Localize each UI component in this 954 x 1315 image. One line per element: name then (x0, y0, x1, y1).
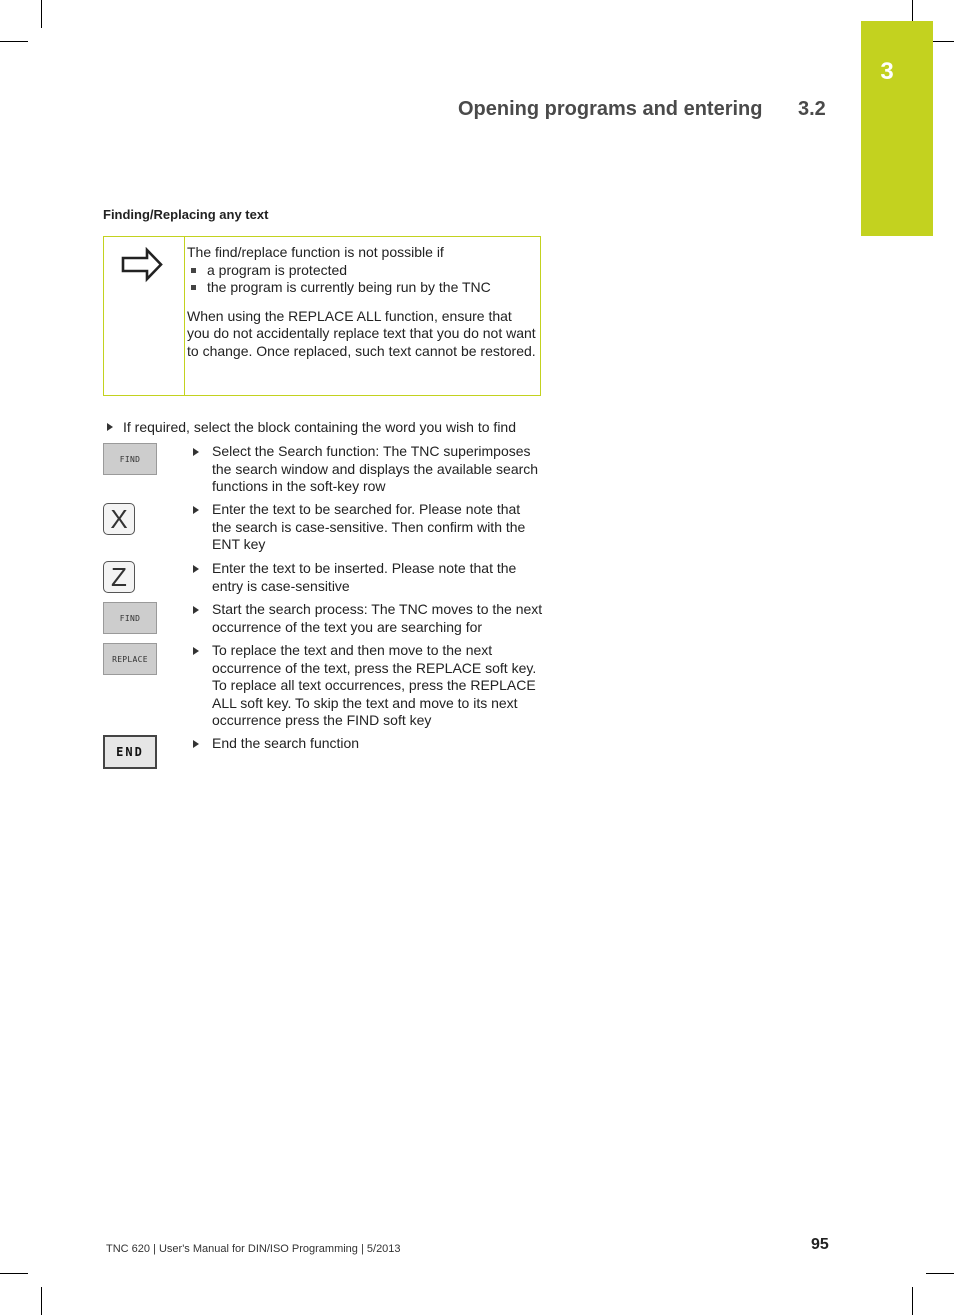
x-key[interactable]: X (103, 503, 135, 535)
find-softkey[interactable]: FIND (103, 602, 157, 634)
crop-mark (912, 1287, 913, 1315)
triangle-bullet-icon (193, 448, 199, 456)
triangle-bullet-icon (193, 565, 199, 573)
note-intro: The find/replace function is not possible if (187, 244, 444, 260)
page-title: Opening programs and entering (458, 98, 763, 120)
end-key[interactable]: END (103, 735, 157, 769)
step-text (193, 560, 543, 595)
note-content (187, 244, 537, 360)
step-text (193, 735, 543, 753)
step-description: End the search function (212, 735, 360, 751)
page-number: 95 (811, 1236, 829, 1253)
note-warning: When using the REPLACE ALL function, ensure that you do not accidentally replace text that you do not want to change. Once replaced, such text cannot be restored. (187, 307, 536, 359)
find-softkey[interactable]: FIND (103, 443, 157, 475)
step-description: Select the Search function: The TNC superimposes the search window and displays the available search functions in the soft-key row (212, 443, 539, 494)
step-description: Start the search process: The TNC moves to the next occurrence of the text you are searching for (212, 601, 543, 635)
step-description: To replace the text and then move to the next occurrence of the text, press the REPLACE soft key. To replace all text occurrences, press the REPLACE ALL soft key. To skip the text and move to its next occurrence press the FIND soft key (212, 642, 537, 728)
triangle-bullet-icon (107, 423, 113, 431)
chapter-number: 3 (880, 58, 894, 85)
chapter-tab (861, 21, 933, 236)
arrow-right-outline-icon (120, 247, 164, 288)
triangle-bullet-icon (193, 647, 199, 655)
note-bullet: the program is currently being run by the TNC (187, 279, 537, 297)
step-text (193, 642, 543, 730)
step-description: Enter the text to be inserted. Please note that the entry is case-sensitive (212, 560, 517, 594)
section-heading: Finding/Replacing any text (103, 207, 269, 222)
intro-step (107, 419, 516, 437)
step-text (193, 443, 543, 496)
triangle-bullet-icon (193, 506, 199, 514)
z-key[interactable]: Z (103, 561, 135, 593)
footer-text: TNC 620 | User's Manual for DIN/ISO Programming | 5/2013 (106, 1243, 401, 1255)
note-box (103, 236, 541, 396)
section-number: 3.2 (798, 98, 826, 120)
triangle-bullet-icon (193, 740, 199, 748)
crop-mark (41, 1287, 42, 1315)
crop-mark (0, 1273, 28, 1274)
note-bullet: a program is protected (187, 262, 537, 280)
triangle-bullet-icon (193, 606, 199, 614)
replace-softkey[interactable]: REPLACE (103, 643, 157, 675)
crop-mark (0, 41, 28, 42)
note-divider (184, 237, 185, 395)
step-text (193, 601, 543, 636)
intro-step-text: If required, select the block containing the word you wish to find (123, 419, 516, 435)
step-text (193, 501, 543, 554)
crop-mark (926, 1273, 954, 1274)
crop-mark (41, 0, 42, 28)
step-description: Enter the text to be searched for. Please note that the search is case-sensitive. Then confirm with the ENT key (212, 501, 526, 552)
